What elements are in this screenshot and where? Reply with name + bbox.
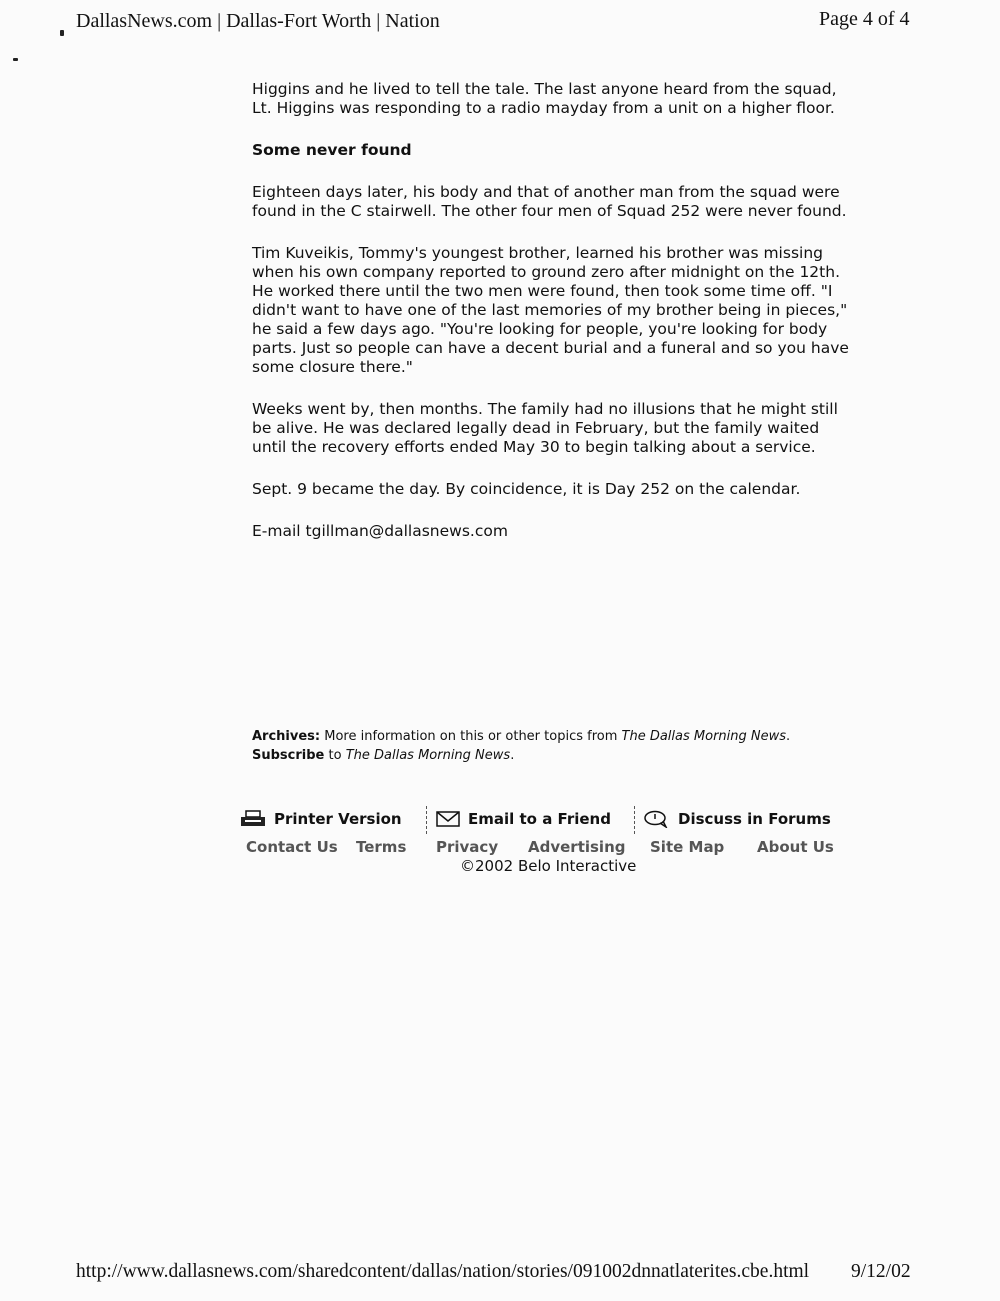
- period: .: [786, 729, 791, 744]
- print-footer-date: 9/12/02: [851, 1261, 911, 1282]
- author-email: E-mail tgillman@dallasnews.com: [252, 522, 508, 540]
- privacy-link[interactable]: Privacy: [436, 838, 499, 856]
- contact-us-link[interactable]: Contact Us: [246, 838, 338, 856]
- publication-name: The Dallas Morning News: [621, 729, 787, 744]
- article-paragraph: Sept. 9 became the day. By coincidence, it is Day 252 on the calendar.: [252, 480, 801, 498]
- advertising-link[interactable]: Advertising: [528, 838, 626, 856]
- email-friend-label: Email to a Friend: [468, 810, 611, 828]
- publication-name: The Dallas Morning News: [345, 748, 511, 763]
- archives-link[interactable]: Archives:: [252, 729, 321, 744]
- printer-version-button[interactable]: [240, 810, 402, 828]
- article-body: [252, 80, 852, 564]
- archives-line: [252, 727, 790, 746]
- copyright: ©2002 Belo Interactive: [460, 857, 637, 875]
- subscribe-line: [252, 746, 790, 765]
- about-us-link[interactable]: About Us: [757, 838, 834, 856]
- discuss-forums-label: Discuss in Forums: [678, 810, 831, 828]
- speech-bubble-icon: [644, 810, 670, 828]
- print-page-indicator: Page 4 of 4: [819, 8, 910, 30]
- period: .: [510, 748, 515, 763]
- printer-icon: [240, 810, 266, 828]
- article-paragraph: Tim Kuveikis, Tommy's youngest brother, learned his brother was missing when his own company reported to ground zero after midnight on the 12th. He worked there until the two men were found, then took some time off. "I didn't want to have one of the last memories of my brother being in pieces," he said a few days ago. "You're looking for people, you're looking for body parts. Just so people can have a decent burial and a funeral and so you have some closure there.": [252, 244, 849, 376]
- discuss-forums-button[interactable]: [644, 810, 831, 828]
- article-tools: [240, 806, 860, 838]
- scan-speck: [60, 30, 64, 36]
- archives-text: More information on this or other topics from: [320, 729, 622, 744]
- print-footer-url: http://www.dallasnews.com/sharedcontent/dallas/nation/stories/091002dnnatlaterites.cbe.html: [76, 1261, 810, 1282]
- print-header-title: DallasNews.com | Dallas-Fort Worth | Nation: [76, 10, 440, 32]
- site-map-link[interactable]: Site Map: [650, 838, 725, 856]
- archives-block: [252, 727, 790, 765]
- terms-link[interactable]: Terms: [356, 838, 407, 856]
- article-paragraph: Higgins and he lived to tell the tale. The last anyone heard from the squad, Lt. Higgins was responding to a radio mayday from a unit on a higher floor.: [252, 80, 837, 117]
- scan-speck: [13, 58, 18, 61]
- subscribe-text: to: [324, 748, 346, 763]
- article-paragraph: Eighteen days later, his body and that of another man from the squad were found in the C stairwell. The other four men of Squad 252 were never found.: [252, 183, 847, 220]
- subscribe-link[interactable]: Subscribe: [252, 748, 325, 763]
- article-subhead: Some never found: [252, 141, 412, 159]
- article-paragraph: Weeks went by, then months. The family had no illusions that he might still be alive. He was declared legally dead in February, but the family waited until the recovery efforts ended May 30 to begin talking about a service.: [252, 400, 838, 456]
- divider: [634, 806, 635, 834]
- email-friend-button[interactable]: [436, 810, 611, 828]
- printer-version-label: Printer Version: [274, 810, 402, 828]
- envelope-icon: [436, 810, 460, 828]
- divider: [426, 806, 427, 834]
